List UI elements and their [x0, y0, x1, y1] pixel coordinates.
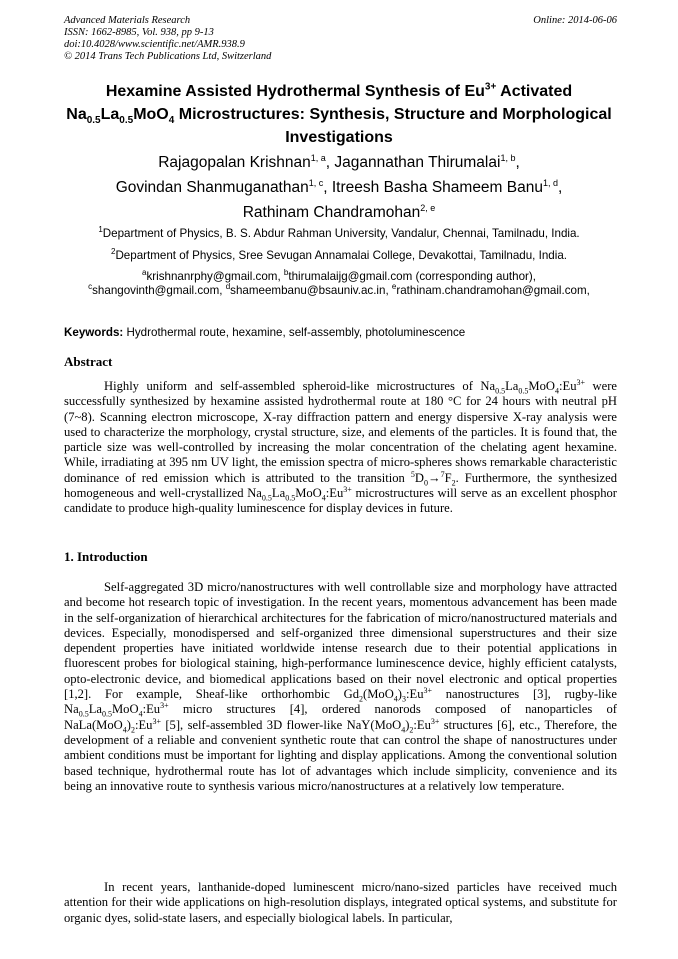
- email-link[interactable]: thirumalaijg@gmail.com (corresponding author),: [288, 270, 536, 283]
- keywords-label: Keywords:: [64, 326, 124, 339]
- affiliation-1: $^1$Department of Physics, B. S. Abdur Rahman University, Vandalur, Chennai, Tamilnadu, India.: [98, 225, 580, 240]
- email-link[interactable]: krishnanrphy@gmail.com: [146, 270, 278, 283]
- author-list: Rajagopalan Krishnan$^{1, a}$, Jagannathan Thirumalai$^{1, b}$, Govindan Shanmuganathan$^{1, c}$, Itreesh Basha Shameem Banu$^{1, d}$, Rathinam Chandramohan$^{2, e}$: [115, 152, 563, 221]
- journal-header: [64, 15, 617, 63]
- author-name: Govindan Shanmuganathan: [115, 179, 309, 196]
- paper-title: Hexamine Assisted Hydrothermal Synthesis of $Eu^{3+}$ Activated $Na_{0.5}La_{0.5}MoO_4$ Microstructures: Synthesis, Structure and Morphological Investigations: [66, 81, 612, 146]
- email-link[interactable]: shameembanu@bsauniv.ac.in,: [230, 284, 389, 297]
- keywords: [64, 326, 624, 339]
- author-name: Rathinam Chandramohan: [242, 204, 421, 221]
- email-link[interactable]: shangovinth@gmail.com,: [92, 284, 223, 297]
- online-date: Online: 2014-06-06: [533, 15, 617, 26]
- abstract-text: Highly uniform and self-assembled spheroid-like microstructures of $Na_{0.5}La_{0.5}MoO_4:Eu^{3+}$ were successfully synthesized by hexamine assisted hydrothermal route at 180 °C for 24 hours with neutral pH (7~8). Scanning electron microscope, X-ray diffraction pattern and energy dispersive X-ray analysis were used to characterize the morphology, crystal structure, size, and elements of the particles. It is found that, the particle size was well-controlled by increasing the molar concentration of the chelating agent hexamine. While, irradiating at 395 nm UV light, the emission spectra of micro-spheres shows remarkable characteristic dominance of red emission which is attributed to the transition $^5D_0\to^7F_2$. Furthermore, the synthesized homogeneous and well-crystallized $Na_{0.5}La_{0.5}MoO_4:Eu^{3+}$ microstructures will serve as an excellent phosphor candidate to produce high-quality luminescence for display devices in future.: [64, 377, 617, 516]
- journal-name: Advanced Materials Research: [64, 15, 191, 26]
- author-name: Itreesh Basha Shameem Banu: [331, 179, 543, 196]
- introduction-heading: 1. Introduction: [64, 549, 148, 564]
- affiliation-2: $^2$Department of Physics, Sree Sevugan Annamalai College, Devakottai, Tamilnadu, India.: [110, 247, 567, 262]
- author-name: Rajagopalan Krishnan: [158, 154, 311, 171]
- intro-paragraph-1: Self-aggregated 3D micro/nanostructures with well controllable size and morphology have attracted and become hot research topic of investigation. In the recent years, momentous advancement has been made in the self-organization of hierarchical architectures for the fabrication of micro/nanostructured materials and devices. Especially, monodispersed and self-organized three dimensional superstructures and their size dependent properties have initiated worldwide intense research due to their potential applications in fluorescent probes for biological staining, high-performance luminescence device, highly efficient catalysts, opto-electronic device, and biomedical applications based on their novel electronic and optical properties [1,2]. For example, Sheaf-like orthorhombic $Gd_2(MoO_4)_3:Eu^{3+}$ nanostructures [3], rugby-like $Na_{0.5}La_{0.5}MoO_4:Eu^{3+}$ micro structures [4], ordered nanorods composed of nanoparticles of $NaLa(MoO_4)_2:Eu^{3+}$ [5], self-assembled 3D flower-like $NaY(MoO_4)_2:Eu^{3+}$ structures [6], etc., Therefore, the development of a reliable and convenient synthetic route that can control the shape of nanostructures under ambient conditions must be important for lighting and display applications. Among the conventional solution based technique, hydrothermal route has lot of advantages which include simplicity, convenience and its being an innovative route to synthesis various micro/nanostructures at a relatively low temperature.: [64, 580, 617, 793]
- author-name: Jagannathan Thirumalai: [334, 154, 501, 171]
- intro-paragraph-2: In recent years, lanthanide-doped luminescent micro/nano-sized particles have received much attention for their wide applications on high-resolution displays, integrated optical systems, and substitute for organic dyes, solid-state lasers, and especially biological labels. In particular,: [64, 880, 617, 925]
- copyright: © 2014 Trans Tech Publications Ltd, Switzerland: [64, 51, 272, 62]
- keywords-text: Hydrothermal route, hexamine, self-assembly, photoluminescence: [126, 326, 466, 339]
- issn: ISSN: 1662-8985, Vol. 938, pp 9-13: [64, 27, 214, 38]
- abstract-heading: Abstract: [64, 354, 113, 369]
- email-link[interactable]: rathinam.chandramohan@gmail.com,: [396, 284, 590, 297]
- author-emails: $^a$krishnanrphy@gmail.com, $^b$thirumalaijg@gmail.com (corresponding author), $^c$shangovinth@gmail.com, $^d$shameembanu@bsauniv.ac.in, $^e$rathinam.chandramohan@gmail.com,: [88, 268, 590, 297]
- doi: doi:10.4028/www.scientific.net/AMR.938.9: [64, 39, 245, 50]
